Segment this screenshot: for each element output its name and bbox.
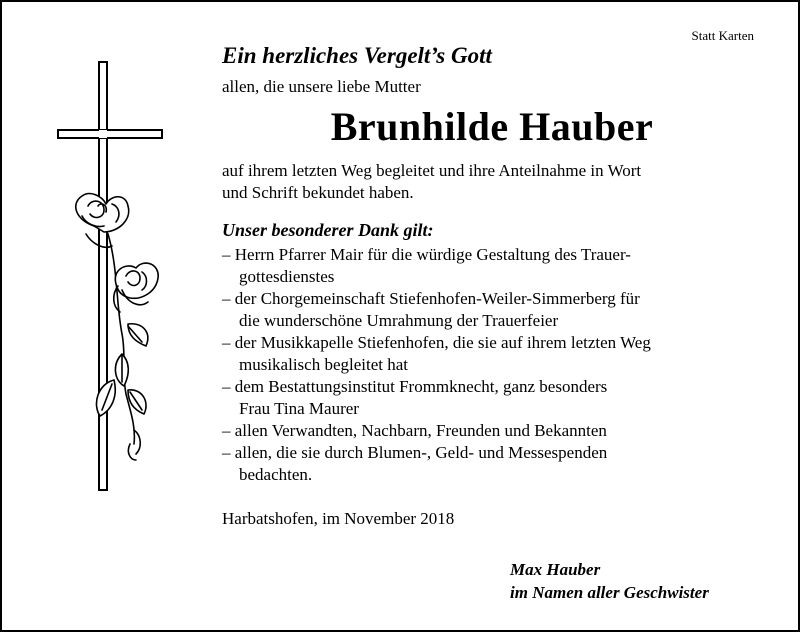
thanks-item-line: Herrn Pfarrer Mair für die würdige Gestaltung des Trauer- <box>234 244 631 264</box>
thanks-item <box>222 376 762 420</box>
thanks-list <box>222 244 762 486</box>
thanks-item <box>222 288 762 332</box>
thanks-item-line: musikalisch begleitet hat <box>239 354 409 374</box>
signature-role: im Namen aller Geschwister <box>510 583 709 602</box>
acknowledgement-paragraph <box>222 160 762 204</box>
thanks-item-line: allen Verwandten, Nachbarn, Freunden und Bekannten <box>234 420 607 440</box>
thanks-item-line: der Musikkapelle Stiefenhofen, die sie auf ihrem letzten Weg <box>234 332 651 352</box>
thanks-item <box>222 420 762 442</box>
thanks-item-line: die wunderschöne Umrahmung der Trauerfeier <box>239 310 559 330</box>
thanks-item <box>222 442 762 486</box>
place-date: Harbatshofen, im November 2018 <box>222 508 455 528</box>
thanks-item <box>222 244 762 288</box>
paragraph-line: auf ihrem letzten Weg begleitet und ihre Anteilnahme in Wort <box>222 160 642 180</box>
notice-content <box>222 42 762 530</box>
paragraph-line: und Schrift bekundet haben. <box>222 182 414 202</box>
thanks-heading: Unser besonderer Dank gilt: <box>222 219 434 240</box>
intro-text: allen, die unsere liebe Mutter <box>222 76 421 96</box>
thanks-item-line: gottesdienstes <box>239 266 335 286</box>
thanks-item-line: dem Bestattungsinstitut Frommknecht, ganz besonders <box>234 376 608 396</box>
thanks-item <box>222 332 762 376</box>
notice-heading: Ein herzliches Vergelt’s Gott <box>222 43 492 68</box>
signature-block <box>510 558 709 604</box>
signature-name: Max Hauber <box>510 560 601 579</box>
thanks-item-line: allen, die sie durch Blumen-, Geld- und Messespenden <box>234 442 608 462</box>
thanks-item-line: Frau Tina Maurer <box>239 398 359 418</box>
statt-karten-note: Statt Karten <box>691 28 754 43</box>
thanks-item-line: der Chorgemeinschaft Stiefenhofen-Weiler-Simmerberg für <box>234 288 640 308</box>
rose-icon <box>76 194 158 460</box>
cross-with-roses-illustration <box>42 54 172 494</box>
deceased-name: Brunhilde Hauber <box>330 103 654 149</box>
thanks-item-line: bedachten. <box>239 464 313 484</box>
